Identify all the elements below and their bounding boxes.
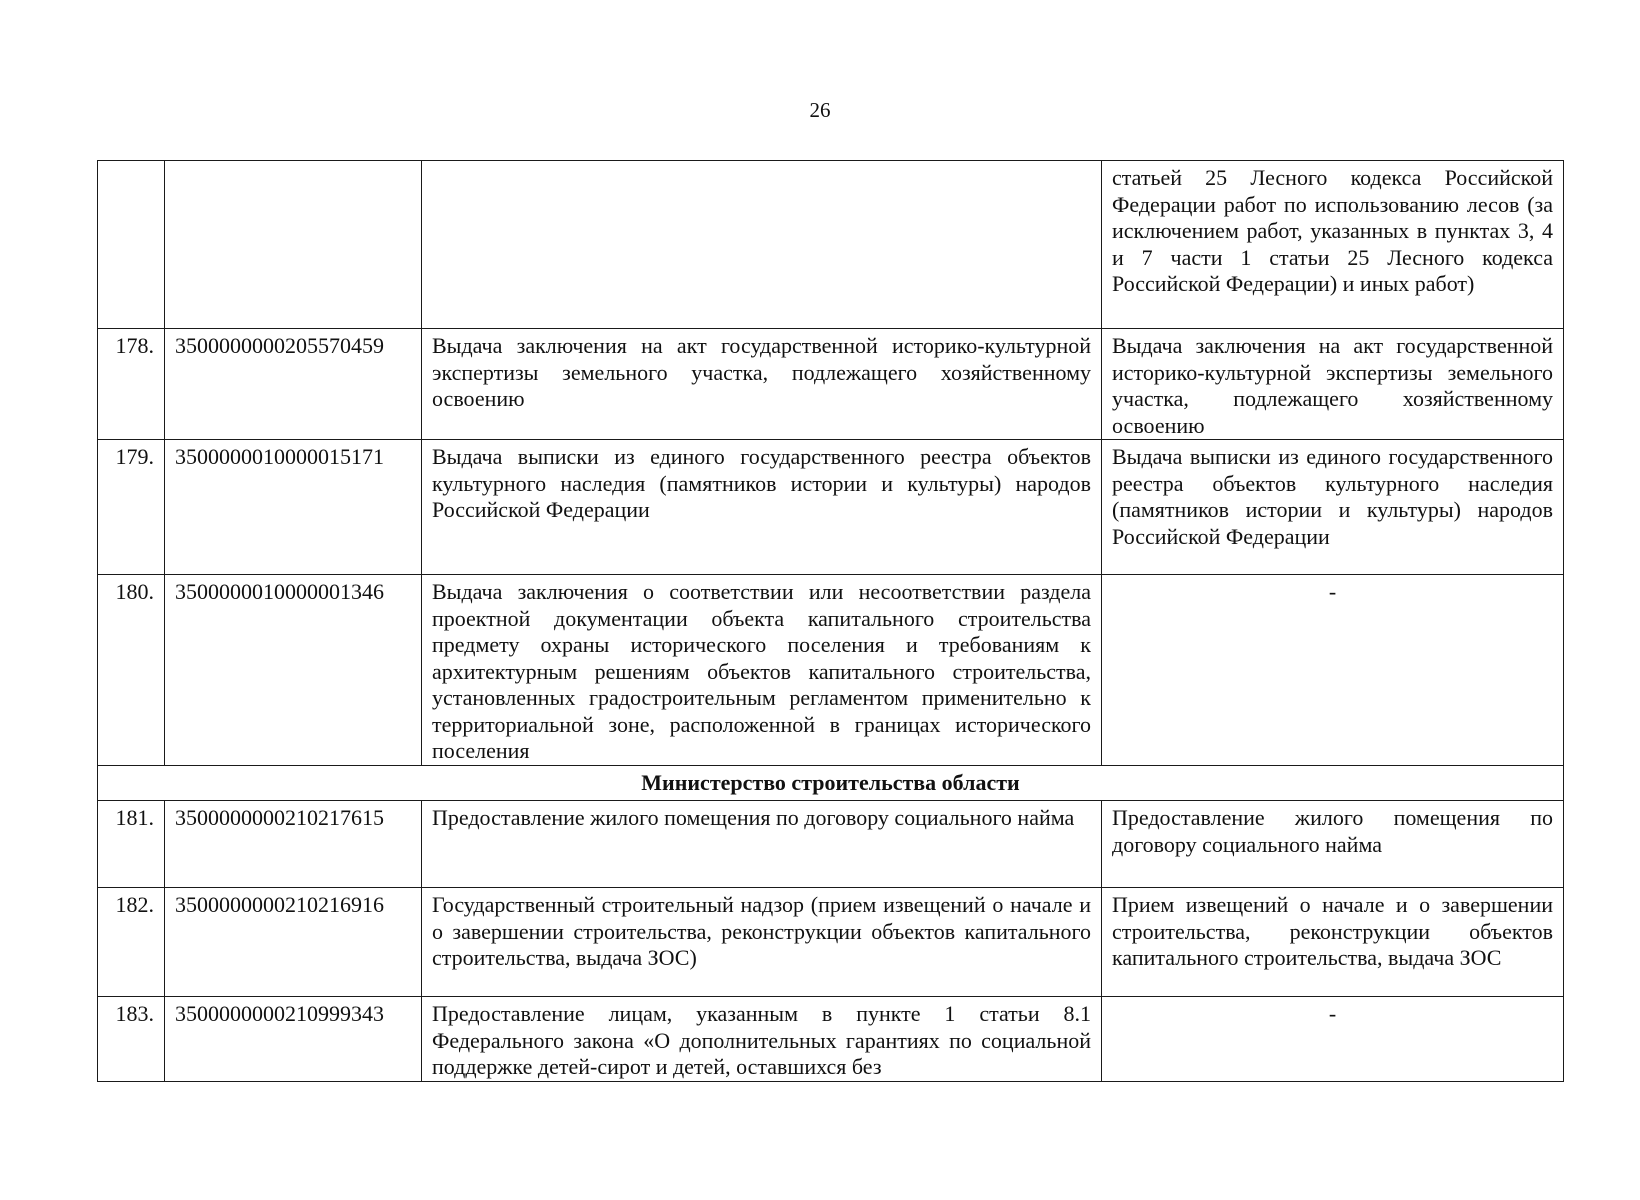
row-number bbox=[98, 161, 165, 329]
row-number: 178. bbox=[98, 329, 165, 440]
table-row bbox=[98, 888, 1564, 997]
row-number: 182. bbox=[98, 888, 165, 997]
row-number: 180. bbox=[98, 575, 165, 766]
service-name: Предоставление жилого помещения по договору социального найма bbox=[422, 801, 1102, 888]
service-code: 3500000000210217615 bbox=[165, 801, 422, 888]
table-row bbox=[98, 801, 1564, 888]
row-number: 181. bbox=[98, 801, 165, 888]
services-table bbox=[97, 160, 1564, 1082]
service-code: 3500000010000001346 bbox=[165, 575, 422, 766]
service-code: 3500000010000015171 bbox=[165, 440, 422, 575]
table-row bbox=[98, 997, 1564, 1082]
section-title: Министерство строительства области bbox=[98, 766, 1564, 801]
service-name: Предоставление лицам, указанным в пункте 1 статьи 8.1 Федерального закона «О дополнительных гарантиях по социальной поддержке детей-сирот и детей, оставшихся без bbox=[422, 997, 1102, 1082]
service-alt-name: статьей 25 Лесного кодекса Российской Федерации работ по использованию лесов (за исключением работ, указанных в пунктах 3, 4 и 7 части 1 статьи 25 Лесного кодекса Российской Федерации) и иных работ) bbox=[1102, 161, 1564, 329]
service-name bbox=[422, 161, 1102, 329]
service-code: 3500000000205570459 bbox=[165, 329, 422, 440]
row-number: 179. bbox=[98, 440, 165, 575]
service-alt-name: Прием извещений о начале и о завершении строительства, реконструкции объектов капитального строительства, выдача ЗОС bbox=[1102, 888, 1564, 997]
service-alt-name: Выдача выписки из единого государственного реестра объектов культурного наследия (памятников истории и культуры) народов Российской Федерации bbox=[1102, 440, 1564, 575]
service-code: 3500000000210216916 bbox=[165, 888, 422, 997]
table-row bbox=[98, 440, 1564, 575]
service-name: Выдача заключения о соответствии или несоответствии раздела проектной документации объекта капитального строительства предмету охраны исторического поселения и требованиям к архитектурным решениям объектов капитального строительства, установленных градостроительным регламентом применительно к территориальной зоне, расположенной в границах исторического поселения bbox=[422, 575, 1102, 766]
table-row bbox=[98, 329, 1564, 440]
service-code bbox=[165, 161, 422, 329]
table-row-continuation bbox=[98, 161, 1564, 329]
service-alt-name: - bbox=[1102, 997, 1564, 1082]
service-alt-name: Предоставление жилого помещения по договору социального найма bbox=[1102, 801, 1564, 888]
section-row bbox=[98, 766, 1564, 801]
service-code: 3500000000210999343 bbox=[165, 997, 422, 1082]
row-number: 183. bbox=[98, 997, 165, 1082]
service-alt-name: - bbox=[1102, 575, 1564, 766]
table-row bbox=[98, 575, 1564, 766]
service-alt-name: Выдача заключения на акт государственной историко-культурной экспертизы земельного участка, подлежащего хозяйственному освоению bbox=[1102, 329, 1564, 440]
page-number: 26 bbox=[809, 98, 831, 122]
service-name: Выдача заключения на акт государственной историко-культурной экспертизы земельного участка, подлежащего хозяйственному освоению bbox=[422, 329, 1102, 440]
service-name: Государственный строительный надзор (прием извещений о начале и о завершении строительства, реконструкции объектов капитального строительства, выдача ЗОС) bbox=[422, 888, 1102, 997]
service-name: Выдача выписки из единого государственного реестра объектов культурного наследия (памятников истории и культуры) народов Российской Федерации bbox=[422, 440, 1102, 575]
